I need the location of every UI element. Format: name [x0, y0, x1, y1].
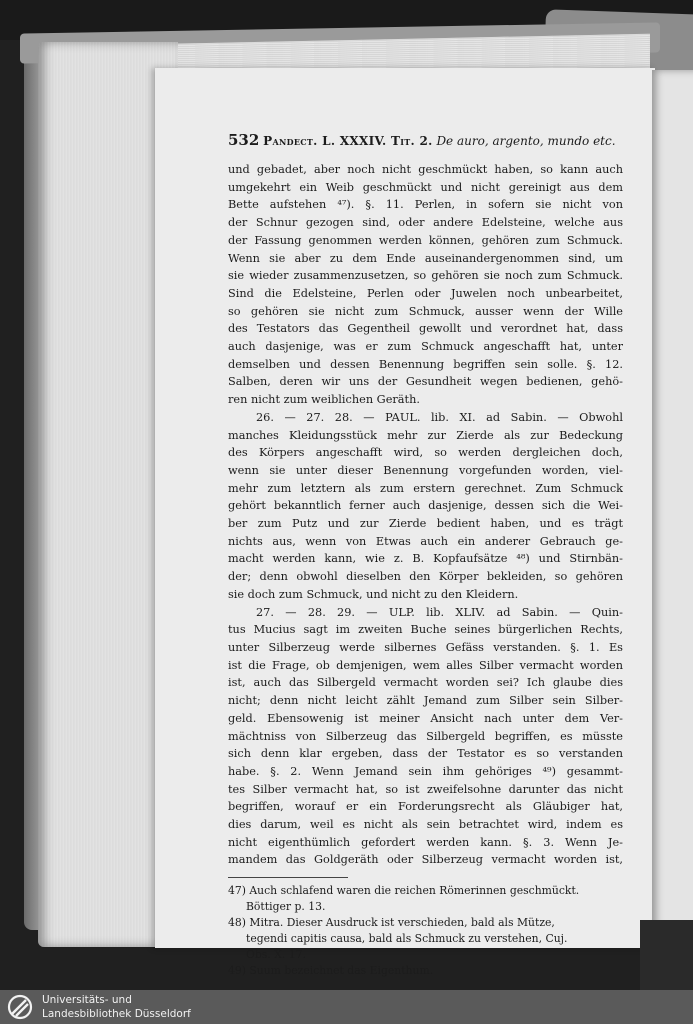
footnote-rule	[228, 877, 348, 878]
text-line: des Testators das Gegentheil gewollt und verordnet hat, dass	[228, 322, 623, 336]
text-line: umgekehrt ein Weib geschmückt und nicht gereinigt aus dem	[228, 180, 623, 194]
page-number: 532	[228, 131, 260, 149]
text-line: Sind die Edelsteine, Perlen oder Juwelen noch unbearbeitet,	[228, 286, 623, 300]
text-line: sie wieder zusammenzusetzen, so gehören sie noch zum Schmuck.	[228, 269, 623, 283]
text-line: Salben, deren wir uns der Gesundheit wegen bedienen, gehö-	[228, 375, 623, 389]
section-heading-line: 26. — 27. 28. — PAUL. lib. XI. ad Sabin. — Obwohl	[256, 410, 623, 424]
text-line: mehr zum letztern als zum erstern gerechnet. Zum Schmuck	[228, 481, 623, 495]
footnote-line: tegendi capitis causa, bald als Schmuck zu verstehen, Cuj.	[246, 932, 568, 946]
text-line: ist die Frage, ob demjenigen, wem alles Silber vermacht worden	[228, 658, 623, 672]
text-line: der Fassung genommen werden können, gehören zum Schmuck.	[228, 233, 623, 247]
text-line: macht werden kann, wie z. B. Kopfaufsätze ⁴⁸) und Stirnbän-	[228, 552, 623, 566]
text-line: ber zum Putz und zur Zierde bedient haben, und es trägt	[228, 517, 623, 531]
text-line: Wenn sie aber zu dem Ende auseinandergenommen sind, um	[228, 251, 623, 265]
section-heading-line: 27. — 28. 29. — ULP. lib. XLIV. ad Sabin. — Quin-	[256, 605, 623, 619]
footnote-line: 49) Suum bezeichnet das Eigenthum.	[228, 964, 434, 978]
text-line: begriffen, worauf er ein Forderungsrecht als Gläubiger hat,	[228, 800, 623, 814]
text-line: mandem das Goldgeräth oder Silberzeug vermacht worden ist,	[228, 853, 623, 867]
text-line: ist, auch das Silbergeld vermacht worden sei? Ich glaube dies	[228, 676, 623, 690]
text-line: des Körpers angeschafft wird, so werden dergleichen doch,	[228, 446, 623, 460]
text-line: demselben und dessen Benennung begriffen sein solle. §. 12.	[228, 357, 623, 371]
library-name-line2: Landesbibliothek Düsseldorf	[42, 1008, 191, 1020]
footnote-line: Böttiger p. 13.	[246, 900, 326, 914]
text-line: tus Mucius sagt im zweiten Buche seines bürgerlichen Rechts,	[228, 623, 623, 637]
library-name-line1: Universitäts- und	[42, 994, 132, 1006]
text-line: der; denn obwohl dieselben den Körper bekleiden, so gehören	[228, 570, 623, 584]
text-line: auch dasjenige, was er zum Schmuck angeschafft hat, unter	[228, 340, 623, 354]
text-line: nichts aus, wenn von Etwas auch ein anderer Gebrauch ge-	[228, 534, 623, 548]
running-header	[228, 130, 623, 151]
text-line: sie doch zum Schmuck, und nicht zu den Kleidern.	[228, 587, 519, 601]
text-line: Bette aufstehen ⁴⁷). §. 11. Perlen, in sofern sie nicht von	[228, 198, 623, 212]
footnote-line: Obs. X. 17.	[246, 948, 306, 962]
library-logo-icon	[6, 994, 34, 1020]
footnote-line: 48) Mitra. Dieser Ausdruck ist verschieden, bald als Mütze,	[228, 916, 555, 930]
text-line: geld. Ebensowenig ist meiner Ansicht nach unter dem Ver-	[228, 711, 623, 725]
library-footer	[0, 990, 693, 1024]
right-shadow	[640, 920, 693, 990]
text-line: nicht; denn nicht leicht zählt Jemand zum Silber sein Silber-	[228, 694, 623, 708]
text-line: habe. §. 2. Wenn Jemand sein ihm gehöriges ⁴⁹) gesammt-	[228, 764, 623, 778]
text-line: unter Silberzeug werde silbernes Gefäss verstanden. §. 1. Es	[228, 640, 623, 654]
text-line: sich denn klar ergeben, dass der Testator es so verstanden	[228, 747, 623, 761]
text-line: der Schnur gezogen sind, oder andere Edelsteine, welche aus	[228, 216, 623, 230]
text-line: dies darum, weil es nicht als sein betrachtet wird, indem es	[228, 818, 623, 832]
text-line: mächtniss von Silberzeug das Silbergeld begriffen, es müsste	[228, 729, 623, 743]
text-line: so gehören sie nicht zum Schmuck, ausser wenn der Wille	[228, 304, 623, 318]
text-line: wenn sie unter dieser Benennung vorgefunden worden, viel-	[228, 463, 623, 477]
page-text	[228, 130, 623, 979]
book-reference: Pandect. L. XXXIV. Tit. 2.	[263, 134, 433, 148]
footnotes	[228, 883, 623, 979]
text-line: manches Kleidungsstück mehr zur Zierde als zur Bedeckung	[228, 428, 623, 442]
text-line: ren nicht zum weiblichen Geräth.	[228, 393, 420, 407]
text-line: tes Silber vermacht hat, so ist zweifelsohne darunter das nicht	[228, 782, 623, 796]
text-line: nicht eigenthümlich gefordert werden kann. §. 3. Wenn Je-	[228, 835, 623, 849]
right-page	[652, 70, 693, 930]
footnote-line: 47) Auch schlafend waren die reichen Römerinnen geschmückt.	[228, 884, 580, 898]
text-line: gehört bekanntlich ferner auch dasjenige, dessen sich die Wei-	[228, 499, 623, 513]
text-line: und gebadet, aber noch nicht geschmückt haben, so kann auch	[228, 163, 623, 176]
title-reference: De auro, argento, mundo etc.	[436, 134, 616, 148]
body-text	[228, 161, 623, 869]
